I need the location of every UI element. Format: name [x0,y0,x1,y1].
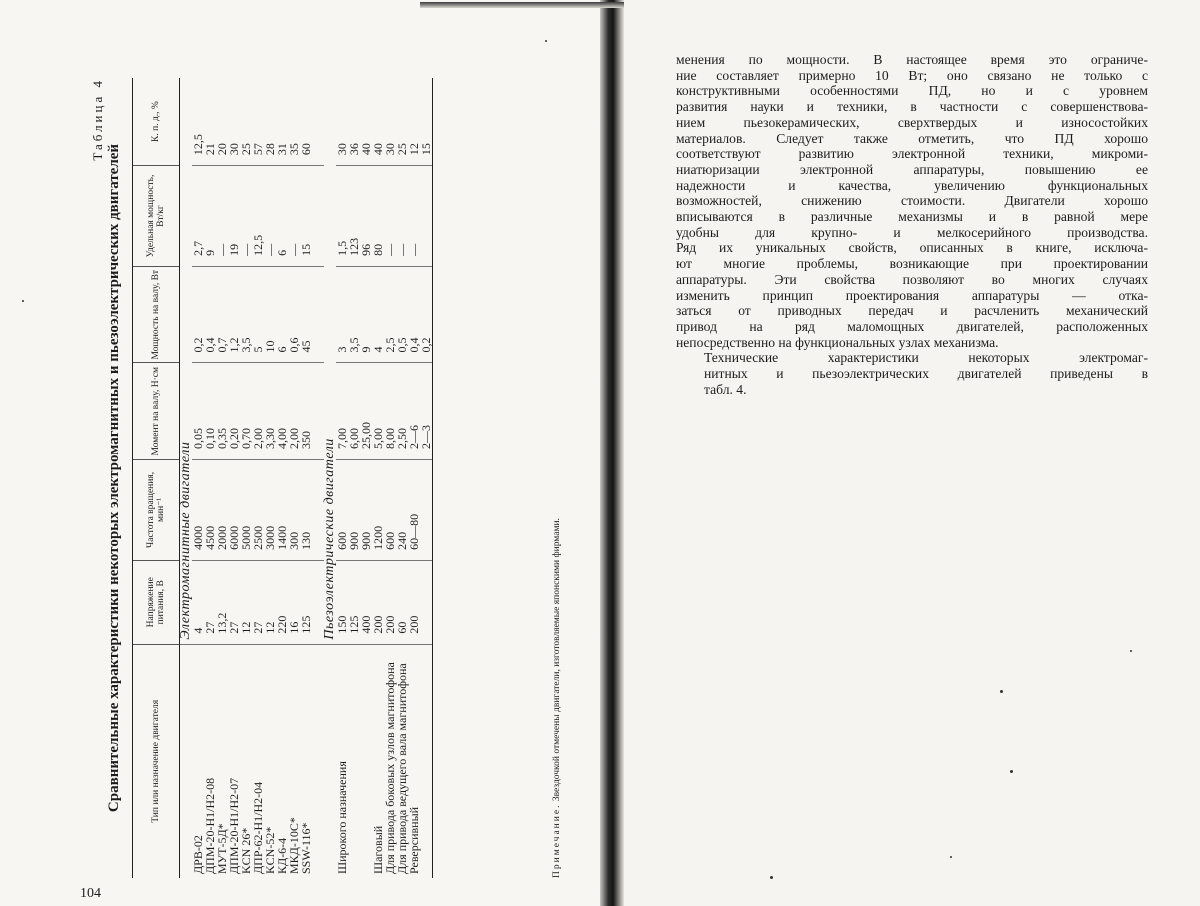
table-row [288,78,300,878]
text-line: материалов. Следует также отметить, что ПД хорошо [676,130,1148,146]
cell-voltage: 150 [336,560,348,644]
cell-torque: 0,10 [204,363,216,460]
cell-efficiency: 12,5 [192,78,204,166]
cell-efficiency: 25 [396,78,408,166]
table-row [360,78,372,878]
cell-specific-power: — [240,166,252,267]
cell-speed: 900 [348,460,360,561]
cell-type: SSW-116* [299,822,313,874]
cell-power: 3,5 [348,266,360,363]
col-header-power: Мощность на валу, Вт [133,266,180,363]
cell-torque: 8,00 [384,363,396,460]
cell-specific-power: — [288,166,300,267]
scan-speck [22,300,24,302]
table-row [228,78,240,878]
table-row [396,78,408,878]
cell-type: МКД-10С* [287,817,301,874]
text-line: аппаратуры. Эти свойства позволяют во многих случаях [676,271,1148,287]
col-header-torque: Момент на валу, Н·см [133,363,180,460]
text-line: изменить принцип проектирования аппаратуры — отка- [676,287,1148,303]
table-row [348,78,360,878]
cell-voltage: 125 [300,560,312,644]
cell-power: 2,5 [384,266,396,363]
cell-power: 6 [276,266,288,363]
table-header-row [133,78,180,878]
cell-voltage: 200 [408,560,420,644]
cell-efficiency: 40 [372,78,384,166]
cell-efficiency: 21 [204,78,216,166]
cell-torque: 4,00 [276,363,288,460]
cell-efficiency: 36 [348,78,360,166]
cell-power: 4 [372,266,384,363]
cell-power: 0,2 [192,266,204,363]
cell-speed: 3000 [264,460,276,561]
rotated-table-block [90,78,590,878]
note-prefix: Примечание. [552,803,562,878]
cell-efficiency: 57 [252,78,264,166]
cell-speed: 60—80 [408,460,420,561]
cell-efficiency: 12 [408,78,420,166]
cell-efficiency: 60 [300,78,312,166]
table-row [264,78,276,878]
table-row [420,78,433,878]
cell-efficiency: 31 [276,78,288,166]
cell-torque: 25,00 [360,363,372,460]
section-header-row [324,78,336,878]
page-number: 104 [80,886,101,901]
col-header-voltage: Напряжение питания, В [133,560,180,644]
cell-speed: 130 [300,460,312,561]
cell-specific-power: 15 [300,166,312,267]
cell-voltage: 60 [396,560,408,644]
cell-voltage: 125 [348,560,360,644]
section-title: Пьезоэлектрические двигатели [324,78,336,644]
cell-voltage: 200 [372,560,384,644]
cell-type: ДПР-62-Н1/Н2-04 [251,781,265,874]
cell-voltage: 13,2 [216,560,228,644]
cell-voltage: 220 [276,560,288,644]
cell-efficiency: 30 [384,78,396,166]
table-row [216,78,228,878]
cell-speed: 1200 [372,460,384,561]
cell-type: Для привода ведущего вала магнитофона [395,663,409,874]
cell-power: 0,4 [204,266,216,363]
cell-voltage: 12 [264,560,276,644]
table-note [552,78,562,878]
cell-efficiency: 25 [240,78,252,166]
cell-speed: 600 [336,460,348,561]
cell-speed: 1400 [276,460,288,561]
scan-speck [1010,770,1013,773]
cell-torque: 2,00 [252,363,264,460]
table-row [408,78,420,878]
right-page [624,0,1200,906]
text-line: Ряд их уникальных свойств, описанных в книге, исключа- [676,240,1148,256]
col-header-efficiency: К. п. д., % [133,78,180,166]
cell-torque: 5,00 [372,363,384,460]
cell-specific-power: 9 [204,166,216,267]
cell-type: КД-6-4 [275,837,289,874]
book-gutter [600,0,624,906]
cell-voltage: 27 [204,560,216,644]
cell-torque: 2—6 [408,363,420,460]
cell-torque: 7,00 [336,363,348,460]
table-body [180,78,433,878]
body-text [676,52,1148,397]
cell-speed: 300 [288,460,300,561]
text-line: конструктивными особенностями ПД, но и с уровнем [676,83,1148,99]
cell-power: 1,2 [228,266,240,363]
cell-type: ДПМ-20-Н1/Н2-07 [227,777,241,874]
section-header-row [180,78,193,878]
cell-specific-power: 2,7 [192,166,204,267]
cell-power: 0,6 [288,266,300,363]
table-row [300,78,312,878]
cell-specific-power: 6 [276,166,288,267]
scan-speck [770,876,773,879]
cell-speed: 2000 [216,460,228,561]
cell-specific-power: 80 [372,166,384,267]
cell-efficiency: 28 [264,78,276,166]
cell-specific-power: 96 [360,166,372,267]
cell-specific-power: — [264,166,276,267]
cell-power: 0,7 [216,266,228,363]
cell-voltage: 16 [288,560,300,644]
cell-power: 0,2 [420,266,433,363]
table-row [240,78,252,878]
cell-power: 0,4 [408,266,420,363]
paragraph-2 [676,350,1148,397]
cell-type: Широкого назначения [335,761,349,874]
text-line: соответствуют развитию электронной техники, микроми- [676,146,1148,162]
cell-specific-power: — [216,166,228,267]
text-line: ние составляет примерно 10 Вт; оно связано не только с [676,67,1148,83]
cell-speed: 900 [360,460,372,561]
cell-type [348,644,360,878]
col-header-specific-power: Удельная мощность, Вт/кг [133,166,180,267]
text-line: нитных и пьезоэлектрических двигателей приведены в [704,366,1148,382]
table-row [336,78,348,878]
motor-characteristics-table [132,78,433,878]
text-line: менения по мощности. В настоящее время это ограниче- [676,52,1148,67]
cell-type: KCN-52* [263,826,277,874]
table-row [252,78,264,878]
table-row [204,78,216,878]
cell-speed: 600 [384,460,396,561]
cell-efficiency: 30 [336,78,348,166]
text-line: возможностей, снижению стоимости. Двигатели хорошо [676,193,1148,209]
cell-specific-power: 1,5 [336,166,348,267]
cell-voltage [420,560,433,644]
text-line: привод на ряд маломощных двигателей, расположенных [676,318,1148,334]
cell-efficiency: 20 [216,78,228,166]
cell-speed: 240 [396,460,408,561]
cell-type: Шаговый [371,825,385,874]
cell-speed: 2500 [252,460,264,561]
cell-torque: 0,35 [216,363,228,460]
cell-speed: 6000 [228,460,240,561]
text-line: табл. 4. [704,381,747,397]
cell-specific-power [420,166,433,267]
paragraph-1 [676,52,1148,350]
cell-specific-power: — [384,166,396,267]
cell-type: Реверсивный [407,806,421,874]
text-line: непосредственно на функциональных узлах механизма. [676,334,999,350]
cell-type: KCN 26* [239,827,253,874]
text-line: удобны для крупно- и мелкосерийного производства. [676,224,1148,240]
scan-speck [1000,690,1003,693]
cell-specific-power: 19 [228,166,240,267]
cell-voltage: 12 [240,560,252,644]
cell-efficiency: 15 [420,78,433,166]
cell-voltage: 27 [228,560,240,644]
table-row [192,78,204,878]
cell-torque: 0,20 [228,363,240,460]
text-line: нием пьезокерамических, сверхтвердых и износостойких [676,114,1148,130]
cell-power: 3,5 [240,266,252,363]
gap-cell [312,266,324,363]
cell-power: 10 [264,266,276,363]
cell-voltage: 4 [192,560,204,644]
cell-speed: 4000 [192,460,204,561]
cell-type: ДРВ-02 [191,835,205,874]
cell-power: 3 [336,266,348,363]
text-line: надежности и качества, увеличению функциональных [676,177,1148,193]
cell-speed: 4500 [204,460,216,561]
text-line: ниатюризации электронной аппаратуры, повышению ее [676,161,1148,177]
text-line: ют многие проблемы, возникающие при проектировании [676,256,1148,272]
cell-specific-power: — [408,166,420,267]
cell-type: МУТ-5Д* [215,823,229,874]
table-row [276,78,288,878]
cell-specific-power: 123 [348,166,360,267]
cell-efficiency: 35 [288,78,300,166]
scan-speck [1130,650,1132,652]
text-line: заться от приводных передач и расчленить механический [676,303,1148,319]
cell-torque: 6,00 [348,363,360,460]
cell-efficiency: 30 [228,78,240,166]
table-title: Сравнительные характеристики некоторых электромагнитных и пьезоэлектрических двигателей [106,143,122,813]
scan-speck [545,40,547,42]
text-line: вписываются в различные механизмы и в равной мере [676,209,1148,225]
table-label: Таблица 4 [90,78,105,161]
cell-efficiency: 40 [360,78,372,166]
cell-torque: 0,70 [240,363,252,460]
cell-torque: 350 [300,363,312,460]
section-title: Электромагнитные двигатели [180,78,193,644]
cell-torque: 2,50 [396,363,408,460]
text-line: развития науки и техники, в частности с совершенствова- [676,99,1148,115]
cell-torque: 0,05 [192,363,204,460]
cell-power: 9 [360,266,372,363]
cell-voltage: 200 [384,560,396,644]
gap-cell [312,644,324,878]
note-text: Звездочкой отмечены двигатели, изготовляемые японскими фирмами. [552,518,562,802]
cell-power: 45 [300,266,312,363]
cell-type: Для привода боковых узлов магнитофона [383,662,397,874]
cell-power: 5 [252,266,264,363]
gap-cell [312,78,324,166]
cell-type [420,644,433,878]
cell-speed [420,460,433,561]
cell-torque: 3,30 [264,363,276,460]
cell-speed: 5000 [240,460,252,561]
cell-type: ДПМ-20-Н1/Н2-08 [203,777,217,874]
cell-voltage: 27 [252,560,264,644]
scan-speck [950,856,952,858]
cell-power: 0,5 [396,266,408,363]
cell-specific-power: — [396,166,408,267]
cell-specific-power: 12,5 [252,166,264,267]
gap-cell [312,166,324,267]
col-header-type: Тип или назначение двигателя [133,644,180,878]
cell-voltage: 400 [360,560,372,644]
cell-torque: 2,00 [288,363,300,460]
text-line: Технические характеристики некоторых электромаг- [704,350,1148,366]
col-header-speed: Частота вращения, мин⁻¹ [133,460,180,561]
cell-torque: 2—3 [420,363,433,460]
